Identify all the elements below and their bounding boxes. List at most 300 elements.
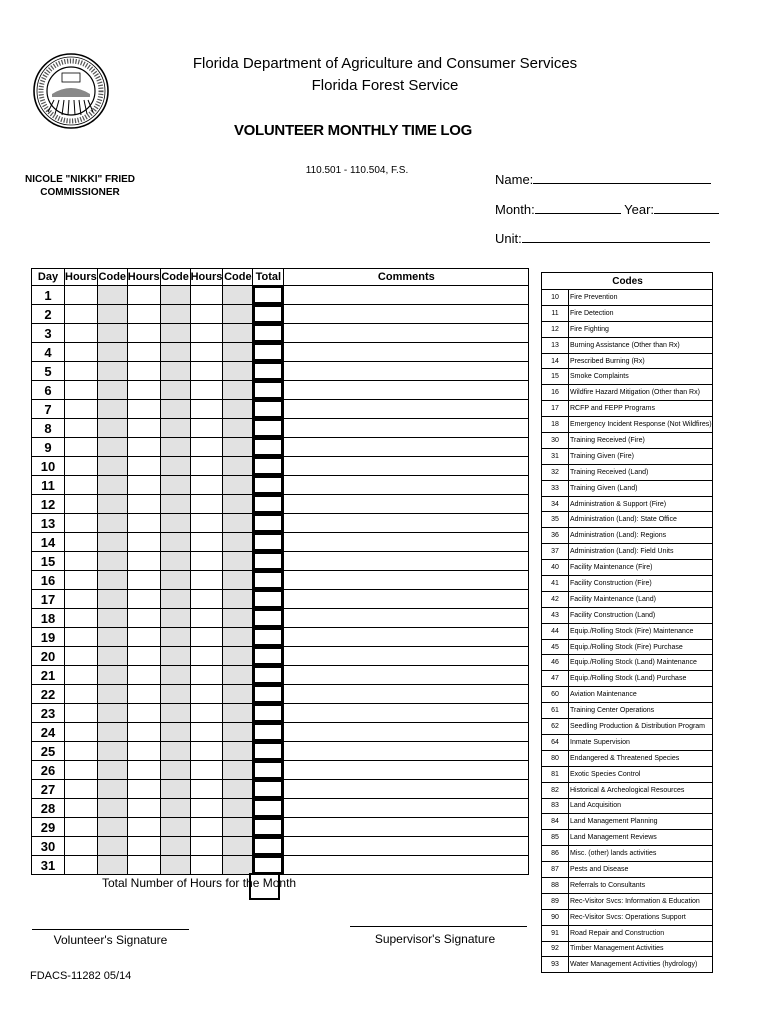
comments-cell[interactable]: [284, 628, 529, 647]
code-cell[interactable]: [97, 666, 127, 685]
total-input-box[interactable]: [253, 856, 283, 874]
code-cell[interactable]: [97, 343, 127, 362]
total-cell[interactable]: [253, 590, 284, 609]
code-cell[interactable]: [97, 533, 127, 552]
hours-cell[interactable]: [190, 799, 223, 818]
total-input-box[interactable]: [253, 780, 283, 798]
code-cell[interactable]: [97, 685, 127, 704]
hours-cell[interactable]: [190, 533, 223, 552]
hours-cell[interactable]: [190, 324, 223, 343]
hours-cell[interactable]: [65, 799, 98, 818]
comments-cell[interactable]: [284, 590, 529, 609]
total-cell[interactable]: [253, 324, 284, 343]
code-cell[interactable]: [160, 362, 190, 381]
hours-cell[interactable]: [65, 780, 98, 799]
code-cell[interactable]: [97, 286, 127, 305]
hours-cell[interactable]: [65, 704, 98, 723]
hours-cell[interactable]: [65, 343, 98, 362]
code-cell[interactable]: [160, 457, 190, 476]
hours-cell[interactable]: [65, 514, 98, 533]
code-cell[interactable]: [223, 590, 253, 609]
hours-cell[interactable]: [65, 856, 98, 875]
supervisor-signature-line[interactable]: [350, 926, 527, 927]
code-cell[interactable]: [160, 780, 190, 799]
hours-cell[interactable]: [190, 742, 223, 761]
unit-input-line[interactable]: [522, 229, 710, 243]
code-cell[interactable]: [160, 837, 190, 856]
total-input-box[interactable]: [253, 761, 283, 779]
code-cell[interactable]: [97, 457, 127, 476]
total-input-box[interactable]: [253, 685, 283, 703]
code-cell[interactable]: [97, 609, 127, 628]
comments-cell[interactable]: [284, 799, 529, 818]
code-cell[interactable]: [160, 419, 190, 438]
hours-cell[interactable]: [127, 495, 160, 514]
code-cell[interactable]: [223, 780, 253, 799]
hours-cell[interactable]: [127, 286, 160, 305]
hours-cell[interactable]: [65, 495, 98, 514]
total-cell[interactable]: [253, 799, 284, 818]
code-cell[interactable]: [223, 533, 253, 552]
total-input-box[interactable]: [253, 533, 283, 551]
table-row: [32, 552, 529, 571]
total-input-box[interactable]: [253, 457, 283, 475]
hours-cell[interactable]: [65, 457, 98, 476]
total-cell[interactable]: [253, 742, 284, 761]
total-input-box[interactable]: [253, 381, 283, 399]
total-input-box[interactable]: [253, 609, 283, 627]
hours-cell[interactable]: [190, 666, 223, 685]
comments-cell[interactable]: [284, 571, 529, 590]
code-cell[interactable]: [160, 324, 190, 343]
total-cell[interactable]: [253, 780, 284, 799]
total-input-box[interactable]: [253, 362, 283, 380]
comments-cell[interactable]: [284, 818, 529, 837]
code-cell[interactable]: [97, 647, 127, 666]
code-number: 15: [542, 369, 569, 385]
comments-cell[interactable]: [284, 419, 529, 438]
hours-cell[interactable]: [65, 590, 98, 609]
hours-cell[interactable]: [65, 381, 98, 400]
total-input-box[interactable]: [253, 799, 283, 817]
total-cell[interactable]: [253, 476, 284, 495]
code-number: 34: [542, 496, 569, 512]
hours-cell[interactable]: [190, 343, 223, 362]
total-cell[interactable]: [253, 685, 284, 704]
code-cell[interactable]: [223, 628, 253, 647]
total-input-box[interactable]: [253, 742, 283, 760]
total-cell[interactable]: [253, 533, 284, 552]
hours-cell[interactable]: [190, 837, 223, 856]
code-cell[interactable]: [97, 419, 127, 438]
table-row: [32, 324, 529, 343]
code-cell[interactable]: [223, 438, 253, 457]
hours-cell[interactable]: [127, 609, 160, 628]
code-cell[interactable]: [223, 571, 253, 590]
hours-cell[interactable]: [65, 438, 98, 457]
comments-cell[interactable]: [284, 514, 529, 533]
code-row: [542, 909, 713, 925]
total-cell[interactable]: [253, 818, 284, 837]
total-input-box[interactable]: [253, 438, 283, 456]
code-cell[interactable]: [223, 666, 253, 685]
month-input-line[interactable]: [535, 200, 621, 214]
hours-cell[interactable]: [127, 324, 160, 343]
total-input-box[interactable]: [253, 818, 283, 836]
hours-cell[interactable]: [65, 571, 98, 590]
code-cell[interactable]: [160, 761, 190, 780]
total-cell[interactable]: [253, 571, 284, 590]
hours-cell[interactable]: [127, 381, 160, 400]
code-cell[interactable]: [97, 704, 127, 723]
total-cell[interactable]: [253, 286, 284, 305]
hours-cell[interactable]: [127, 856, 160, 875]
hours-cell[interactable]: [190, 476, 223, 495]
hours-cell[interactable]: [65, 324, 98, 343]
comments-cell[interactable]: [284, 704, 529, 723]
hours-cell[interactable]: [65, 666, 98, 685]
hours-cell[interactable]: [127, 514, 160, 533]
hours-cell[interactable]: [127, 742, 160, 761]
total-cell[interactable]: [253, 552, 284, 571]
hours-cell[interactable]: [65, 286, 98, 305]
code-cell[interactable]: [97, 761, 127, 780]
comments-cell[interactable]: [284, 780, 529, 799]
hours-cell[interactable]: [127, 438, 160, 457]
hours-cell[interactable]: [65, 628, 98, 647]
hours-cell[interactable]: [65, 419, 98, 438]
total-input-box[interactable]: [253, 704, 283, 722]
comments-cell[interactable]: [284, 533, 529, 552]
comments-cell[interactable]: [284, 305, 529, 324]
code-cell[interactable]: [160, 818, 190, 837]
code-cell[interactable]: [223, 761, 253, 780]
code-cell[interactable]: [97, 742, 127, 761]
code-cell[interactable]: [97, 305, 127, 324]
total-cell[interactable]: [253, 514, 284, 533]
code-cell[interactable]: [160, 647, 190, 666]
total-input-box[interactable]: [253, 419, 283, 437]
code-cell[interactable]: [223, 818, 253, 837]
hours-cell[interactable]: [65, 837, 98, 856]
total-cell[interactable]: [253, 856, 284, 875]
code-row: [542, 321, 713, 337]
total-cell[interactable]: [253, 704, 284, 723]
total-cell[interactable]: [253, 666, 284, 685]
code-cell[interactable]: [160, 685, 190, 704]
total-input-box[interactable]: [253, 400, 283, 418]
comments-cell[interactable]: [284, 286, 529, 305]
total-input-box[interactable]: [253, 837, 283, 855]
code-cell[interactable]: [223, 704, 253, 723]
code-cell[interactable]: [160, 856, 190, 875]
total-cell[interactable]: [253, 761, 284, 780]
comments-cell[interactable]: [284, 856, 529, 875]
hours-cell[interactable]: [65, 476, 98, 495]
code-cell[interactable]: [223, 609, 253, 628]
comments-cell[interactable]: [284, 457, 529, 476]
total-input-box[interactable]: [253, 286, 283, 304]
hours-cell[interactable]: [127, 419, 160, 438]
hours-cell[interactable]: [65, 609, 98, 628]
name-input-line[interactable]: [533, 170, 711, 184]
hours-cell[interactable]: [65, 362, 98, 381]
unit-field[interactable]: [495, 229, 710, 246]
code-cell[interactable]: [223, 685, 253, 704]
hours-cell[interactable]: [190, 514, 223, 533]
hours-cell[interactable]: [65, 685, 98, 704]
total-input-box[interactable]: [253, 647, 283, 665]
code-cell[interactable]: [97, 438, 127, 457]
hours-cell[interactable]: [65, 723, 98, 742]
code-description: Pests and Disease: [569, 862, 713, 878]
code-cell[interactable]: [223, 324, 253, 343]
comments-cell[interactable]: [284, 495, 529, 514]
hours-cell[interactable]: [190, 305, 223, 324]
hours-cell[interactable]: [127, 552, 160, 571]
total-input-box[interactable]: [253, 723, 283, 741]
code-cell[interactable]: [223, 476, 253, 495]
total-input-box[interactable]: [253, 552, 283, 570]
total-input-box[interactable]: [253, 514, 283, 532]
code-cell[interactable]: [97, 381, 127, 400]
code-cell[interactable]: [160, 343, 190, 362]
code-cell[interactable]: [97, 856, 127, 875]
hours-cell[interactable]: [127, 704, 160, 723]
comments-cell[interactable]: [284, 723, 529, 742]
total-input-box[interactable]: [253, 324, 283, 342]
code-number: 11: [542, 305, 569, 321]
code-cell[interactable]: [160, 666, 190, 685]
total-cell[interactable]: [253, 837, 284, 856]
total-input-box[interactable]: [253, 495, 283, 513]
code-cell[interactable]: [223, 514, 253, 533]
hours-cell[interactable]: [127, 533, 160, 552]
hours-cell[interactable]: [190, 685, 223, 704]
comments-cell[interactable]: [284, 362, 529, 381]
code-cell[interactable]: [223, 495, 253, 514]
code-cell[interactable]: [97, 780, 127, 799]
comments-cell[interactable]: [284, 381, 529, 400]
comments-cell[interactable]: [284, 837, 529, 856]
hours-cell[interactable]: [65, 552, 98, 571]
total-cell[interactable]: [253, 343, 284, 362]
comments-cell[interactable]: [284, 761, 529, 780]
total-cell[interactable]: [253, 400, 284, 419]
hours-cell[interactable]: [65, 305, 98, 324]
comments-cell[interactable]: [284, 476, 529, 495]
comments-cell[interactable]: [284, 666, 529, 685]
hours-cell[interactable]: [190, 362, 223, 381]
hours-cell[interactable]: [65, 647, 98, 666]
code-cell[interactable]: [223, 723, 253, 742]
total-hours-box[interactable]: [249, 873, 280, 900]
hours-cell[interactable]: [127, 647, 160, 666]
code-cell[interactable]: [223, 286, 253, 305]
hours-cell[interactable]: [190, 400, 223, 419]
code-cell[interactable]: [160, 514, 190, 533]
hours-cell[interactable]: [127, 571, 160, 590]
hours-cell[interactable]: [190, 780, 223, 799]
hours-cell[interactable]: [127, 799, 160, 818]
hours-cell[interactable]: [190, 495, 223, 514]
code-cell[interactable]: [160, 305, 190, 324]
code-cell[interactable]: [160, 286, 190, 305]
hours-cell[interactable]: [65, 533, 98, 552]
volunteer-signature-line[interactable]: [32, 929, 189, 930]
code-cell[interactable]: [160, 476, 190, 495]
total-input-box[interactable]: [253, 476, 283, 494]
code-cell[interactable]: [97, 362, 127, 381]
code-cell[interactable]: [223, 381, 253, 400]
comments-cell[interactable]: [284, 438, 529, 457]
hours-cell[interactable]: [127, 837, 160, 856]
code-number: 10: [542, 290, 569, 306]
total-input-box[interactable]: [253, 590, 283, 608]
code-cell[interactable]: [97, 400, 127, 419]
code-cell[interactable]: [223, 799, 253, 818]
code-cell[interactable]: [160, 628, 190, 647]
hours-cell[interactable]: [190, 761, 223, 780]
code-cell[interactable]: [97, 723, 127, 742]
code-cell[interactable]: [223, 647, 253, 666]
code-cell[interactable]: [223, 419, 253, 438]
total-input-box[interactable]: [253, 628, 283, 646]
code-cell[interactable]: [97, 552, 127, 571]
hours-cell[interactable]: [65, 400, 98, 419]
code-row: [542, 305, 713, 321]
total-cell[interactable]: [253, 609, 284, 628]
code-cell[interactable]: [160, 495, 190, 514]
total-cell[interactable]: [253, 438, 284, 457]
hours-cell[interactable]: [190, 457, 223, 476]
comments-cell[interactable]: [284, 742, 529, 761]
comments-cell[interactable]: [284, 343, 529, 362]
hours-cell[interactable]: [127, 400, 160, 419]
code-cell[interactable]: [160, 533, 190, 552]
code-cell[interactable]: [223, 362, 253, 381]
code-cell[interactable]: [223, 742, 253, 761]
code-cell[interactable]: [223, 837, 253, 856]
code-cell[interactable]: [160, 609, 190, 628]
hours-cell[interactable]: [127, 362, 160, 381]
comments-cell[interactable]: [284, 400, 529, 419]
code-description: Smoke Complaints: [569, 369, 713, 385]
code-cell[interactable]: [97, 818, 127, 837]
total-input-box[interactable]: [253, 343, 283, 361]
total-cell[interactable]: [253, 305, 284, 324]
year-input-line[interactable]: [654, 200, 719, 214]
comments-cell[interactable]: [284, 552, 529, 571]
code-cell[interactable]: [97, 514, 127, 533]
hours-cell[interactable]: [127, 685, 160, 704]
code-cell[interactable]: [223, 343, 253, 362]
code-cell[interactable]: [160, 552, 190, 571]
comments-cell[interactable]: [284, 647, 529, 666]
hours-cell[interactable]: [190, 552, 223, 571]
code-cell[interactable]: [223, 400, 253, 419]
hours-cell[interactable]: [127, 343, 160, 362]
code-description: Equip./Rolling Stock (Fire) Maintenance: [569, 623, 713, 639]
code-cell[interactable]: [160, 571, 190, 590]
total-input-box[interactable]: [253, 571, 283, 589]
hours-cell[interactable]: [65, 742, 98, 761]
total-cell[interactable]: [253, 457, 284, 476]
hours-cell[interactable]: [190, 590, 223, 609]
code-cell[interactable]: [160, 438, 190, 457]
hours-cell[interactable]: [127, 761, 160, 780]
hours-cell[interactable]: [190, 704, 223, 723]
hours-cell[interactable]: [65, 761, 98, 780]
code-cell[interactable]: [223, 552, 253, 571]
hours-cell[interactable]: [190, 856, 223, 875]
code-cell[interactable]: [97, 799, 127, 818]
code-cell[interactable]: [160, 590, 190, 609]
hours-cell[interactable]: [190, 647, 223, 666]
comments-cell[interactable]: [284, 685, 529, 704]
hours-cell[interactable]: [127, 590, 160, 609]
total-input-box[interactable]: [253, 666, 283, 684]
hours-cell[interactable]: [127, 628, 160, 647]
code-cell[interactable]: [97, 476, 127, 495]
hours-cell[interactable]: [190, 419, 223, 438]
comments-cell[interactable]: [284, 324, 529, 343]
hours-cell[interactable]: [190, 609, 223, 628]
hours-cell[interactable]: [127, 476, 160, 495]
code-cell[interactable]: [160, 799, 190, 818]
code-cell[interactable]: [160, 723, 190, 742]
code-cell[interactable]: [97, 324, 127, 343]
hours-cell[interactable]: [190, 628, 223, 647]
total-cell[interactable]: [253, 723, 284, 742]
hours-cell[interactable]: [127, 666, 160, 685]
total-cell[interactable]: [253, 495, 284, 514]
code-cell[interactable]: [97, 837, 127, 856]
hours-cell[interactable]: [127, 723, 160, 742]
hours-cell[interactable]: [127, 305, 160, 324]
code-cell[interactable]: [97, 628, 127, 647]
name-field[interactable]: [495, 170, 711, 187]
hours-cell[interactable]: [190, 286, 223, 305]
code-cell[interactable]: [160, 704, 190, 723]
code-cell[interactable]: [160, 381, 190, 400]
hours-cell[interactable]: [65, 818, 98, 837]
comments-cell[interactable]: [284, 609, 529, 628]
hours-cell[interactable]: [190, 381, 223, 400]
hours-cell[interactable]: [127, 457, 160, 476]
code-cell[interactable]: [97, 590, 127, 609]
total-cell[interactable]: [253, 419, 284, 438]
code-cell[interactable]: [223, 856, 253, 875]
total-cell[interactable]: [253, 381, 284, 400]
code-cell[interactable]: [223, 457, 253, 476]
code-cell[interactable]: [223, 305, 253, 324]
hours-cell[interactable]: [127, 818, 160, 837]
code-cell[interactable]: [97, 571, 127, 590]
code-cell[interactable]: [160, 742, 190, 761]
code-cell[interactable]: [160, 400, 190, 419]
hours-cell[interactable]: [127, 780, 160, 799]
hours-cell[interactable]: [190, 438, 223, 457]
code-cell[interactable]: [97, 495, 127, 514]
hours-cell[interactable]: [190, 723, 223, 742]
total-cell[interactable]: [253, 647, 284, 666]
hours-cell[interactable]: [190, 571, 223, 590]
total-input-box[interactable]: [253, 305, 283, 323]
hours-cell[interactable]: [190, 818, 223, 837]
total-cell[interactable]: [253, 362, 284, 381]
total-cell[interactable]: [253, 628, 284, 647]
